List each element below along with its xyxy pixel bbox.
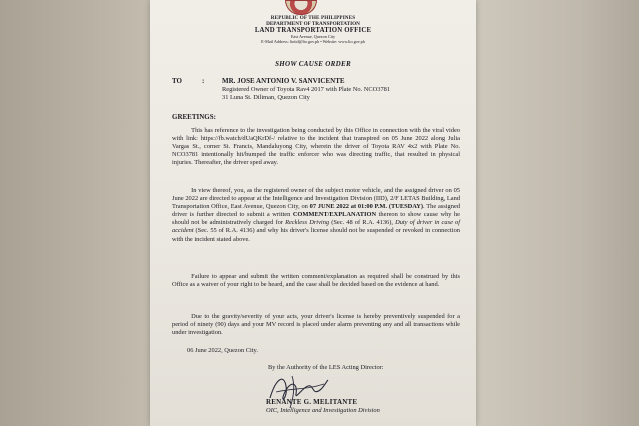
paragraph-suspension [172,313,460,337]
directive-text-d: (Sec. 48 of R.A. 4136), [329,219,396,227]
paragraph-directive [172,187,460,244]
paragraph-suspension-text: Due to the gravity/severity of your acts, your driver's license is hereby preventively suspended for a period of ninety (90) days and your MV record is placed under alarm preventing any and all transactions while under investigation. [172,313,460,337]
recipient-address: 31 Luna St. Diliman, Quezon City [222,94,310,101]
header-republic: REPUBLIC OF THE PHILIPPINES [270,15,356,21]
to-label: TO [172,77,182,85]
document-page [150,0,476,426]
authority-line: By the Authority of the LES Acting Director: [268,364,384,371]
document-title: SHOW CAUSE ORDER [275,60,351,68]
to-colon: : [202,77,205,85]
directive-text-a: In view thereof, you, as the registered owner of the subject motor vehicle, and the assigned driver on 05 June 2022 are directed to appear at the Intelligence and Investigation Division (IID), 2/F LETAS Building, Land Transportation Office, East Avenue, Quezon City, on [172,187,460,211]
paragraph-reference [172,127,460,167]
charge-duty-of-driver: Duty of driver in case of accident [172,219,461,235]
paragraph-failure-text: Failure to appear and submit the written comment/explanation as required shall be construed by this Office as a waiver of your right to be heard, and the case shall be decided based on the evidence at hand. [172,273,460,289]
recipient-name: MR. JOSE ANTONIO V. SANVICENTE [222,77,345,85]
paragraph-failure [172,273,460,289]
lto-seal-icon [285,0,317,15]
signatory-name: RENANTE G. MELITANTE [266,398,358,406]
header-department: DEPARTMENT OF TRANSPORTATION [266,21,360,27]
greeting: GREETINGS: [172,113,216,121]
document-date: 06 June 2022, Quezon City. [187,347,258,354]
directive-text-b: . The assigned driver is further directed to submit a written [172,203,460,219]
directive-text-c: thereon to show cause why he should not be administratively charged for [172,211,460,227]
paragraph-reference-text: This has reference to the investigation being conducted by this Office in connection with the viral video with link: https://fb.watch/dUaQKrDf-/ relative to the incident that transpired on 05 June 2022 along Julia Vargas St., corner St. Francis, Mandaluyong City, wherein the driver of Toyota RAV 4x2 with Plate No. NCO3781 intentionally hit/bumped the traffic enforcer who was directing traffic, that resulted in physical injuries. Thereafter, the driver sped away. [172,127,460,167]
hearing-date: 07 JUNE 2022 at 01:00 P.M. (TUESDAY) [309,203,424,211]
header-office: LAND TRANSPORTATION OFFICE [254,27,372,34]
comment-explanation: COMMENT/EXPLANATION [292,211,377,219]
header-contact: E-Mail Address: ltoiid@lto.gov.ph • Website: www.lto.gov.ph [261,39,365,44]
recipient-vehicle: Registered Owner of Toyota Rav4 2017 with Plate No. NCO3781 [222,86,391,93]
header-address: East Avenue, Quezon City [290,34,336,39]
photo-shading [579,0,639,426]
directive-text-e: (Sec. 55 of R.A. 4136) and why his driver's license should not be suspended or revoked in connection with the incident stated above. [172,227,460,243]
background-left [0,0,158,426]
signatory-title: OIC, Intelligence and Investigation Division [266,407,380,414]
charge-reckless-driving: Reckless Driving [285,219,330,227]
